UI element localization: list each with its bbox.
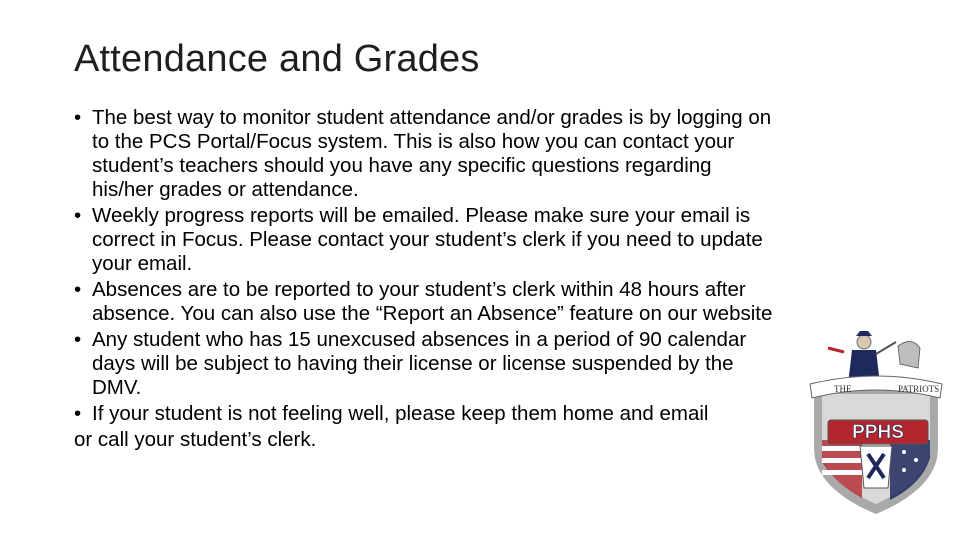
crest-banner-right: PATRIOTS xyxy=(898,384,940,394)
bullet-line: his/her grades or attendance. xyxy=(92,178,359,201)
bullet-marker: • xyxy=(74,106,82,129)
bullet-line: student’s teachers should you have any specific questions regarding xyxy=(92,154,712,177)
bullet-line: to the PCS Portal/Focus system. This is also how you can contact your xyxy=(92,130,735,153)
bullet-line: days will be subject to having their license or license suspended by the xyxy=(92,352,734,375)
crest-banner-left: THE xyxy=(834,384,852,394)
bullet-item xyxy=(74,402,894,426)
bullet-item xyxy=(74,106,894,202)
trailing-line: or call your student’s clerk. xyxy=(74,428,317,451)
bullet-item xyxy=(74,328,894,400)
bullet-item xyxy=(74,204,894,276)
bullet-line: If your student is not feeling well, please keep them home and email xyxy=(92,402,709,425)
bullet-marker: • xyxy=(74,402,82,425)
bullet-list xyxy=(74,106,894,452)
bullet-line: Any student who has 15 unexcused absences in a period of 90 calendar xyxy=(92,328,747,351)
bullet-line: absence. You can also use the “Report an Absence” feature on our website xyxy=(92,302,773,325)
bullet-line: correct in Focus. Please contact your student’s clerk if you need to update xyxy=(92,228,763,251)
bullet-line: The best way to monitor student attendance and/or grades is by logging on xyxy=(92,106,772,129)
bullet-line: your email. xyxy=(92,252,193,275)
bullet-line: DMV. xyxy=(92,376,142,399)
bullet-line: Weekly progress reports will be emailed. Please make sure your email is xyxy=(92,204,751,227)
slide-title: Attendance and Grades xyxy=(74,38,480,80)
bullet-marker: • xyxy=(74,204,82,227)
bullet-item xyxy=(74,278,894,326)
crest-school-text: PPHS xyxy=(852,422,904,443)
bullet-line: Absences are to be reported to your student’s clerk within 48 hours after xyxy=(92,278,746,301)
bullet-marker: • xyxy=(74,328,82,351)
bullet-marker: • xyxy=(74,278,82,301)
